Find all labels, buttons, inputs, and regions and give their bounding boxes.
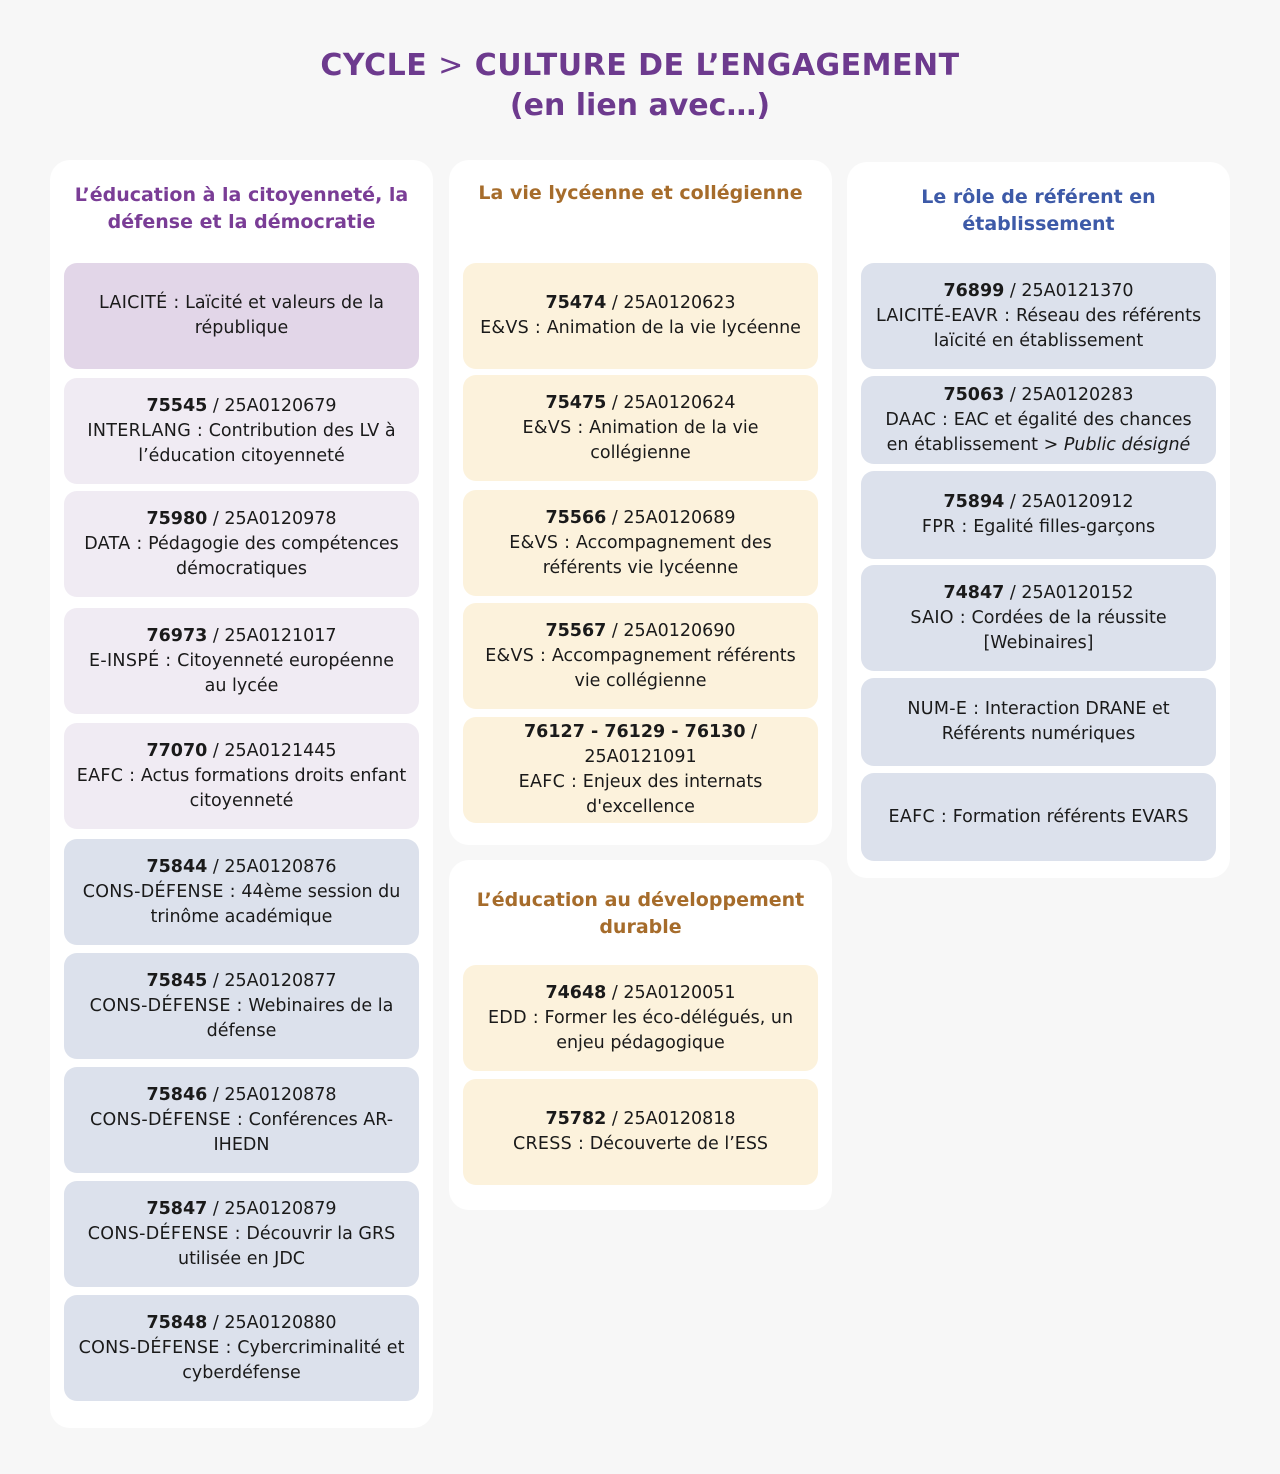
course-code: 75545 [146,395,208,416]
course-description [513,1132,768,1157]
code-separator: / [207,856,225,877]
course-card [861,263,1216,369]
course-reference: 25A0120152 [1021,582,1134,603]
panel-title: L’éducation à la citoyenneté, la défense et la démocratie [74,184,409,233]
course-title: Laïcité et valeurs de la république [185,293,385,338]
course-code: 75894 [943,492,1005,512]
course-title: Découverte de l’ESS [589,1134,769,1154]
course-codes [146,507,336,532]
title-separator: > [438,48,464,83]
course-card [64,378,419,484]
course-provider: E&VS : [485,645,547,666]
course-card [64,1181,419,1287]
code-separator: / [207,625,225,646]
course-reference: 25A0121370 [1021,280,1134,301]
course-description [76,764,407,814]
course-reference: 25A0120679 [224,395,337,416]
course-provider: CONS-DÉFENSE : [89,995,243,1016]
page-subtitle: (en lien avec…) [509,88,771,123]
course-description [76,1222,407,1272]
course-description [475,416,806,466]
course-card [463,490,818,596]
course-description [76,1336,407,1386]
course-card [861,471,1216,559]
course-description [475,531,806,581]
course-card [463,263,818,369]
code-separator: / [207,1312,225,1333]
course-reference: 25A0120818 [623,1109,736,1129]
course-provider: LAICITÉ : [98,293,180,313]
course-title: Formation référents EVARS [952,806,1189,827]
course-title: Interaction DRANE et Référents numériques [941,699,1170,744]
course-description [475,644,806,694]
course-reference: 25A0120624 [623,392,736,413]
course-codes [943,279,1133,304]
course-description [76,532,407,582]
course-code: 74648 [545,982,607,1003]
course-card [861,376,1216,464]
course-description [76,994,407,1044]
course-codes [146,969,336,994]
course-codes [146,855,336,880]
course-provider: LAICITÉ-EAVR : [875,305,1011,326]
course-code: 76127 - 76129 - 76130 [523,722,746,742]
course-provider: E-INSPÉ : [89,650,172,671]
course-provider: SAIO : [910,607,966,628]
course-description [922,515,1155,540]
course-title: Contribution des LV à l’éducation citoyenneté [138,420,396,466]
course-card [463,1079,818,1185]
code-separator: / [1004,280,1022,301]
code-separator: / [207,395,225,416]
course-provider: CONS-DÉFENSE : [78,1337,232,1358]
course-description [873,606,1204,656]
course-title: Actus formations droits enfant citoyenneté [140,765,407,811]
code-separator: / [606,392,624,413]
code-separator: / [606,982,624,1003]
course-card [463,603,818,709]
course-codes [545,1107,735,1132]
course-provider: FPR : [921,517,968,537]
course-code: 77070 [146,740,208,761]
course-description [873,408,1204,458]
code-separator: / [207,740,225,761]
course-title: Pédagogie des compétences démocratiques [148,533,399,579]
course-card [64,1067,419,1173]
course-title: Webinaires de la défense [206,995,394,1041]
code-separator: / [207,1198,225,1219]
course-codes [943,490,1133,515]
course-codes [146,739,336,764]
panel-title: La vie lycéenne et collégienne [478,182,803,204]
course-reference: 25A0120283 [1021,384,1134,405]
code-separator: / [745,722,757,742]
course-title: Conférences AR-IHEDN [213,1109,394,1155]
course-provider: CONS-DÉFENSE : [87,1223,241,1244]
course-code: 75845 [146,970,208,991]
course-code: 75846 [146,1084,208,1105]
course-description [76,291,407,341]
course-card [463,375,818,481]
course-reference: 25A0121445 [224,740,337,761]
code-separator: / [606,507,624,528]
course-description [76,419,407,469]
course-provider: EAFC : [888,806,948,827]
course-title: Enjeux des internats d'excellence [582,772,763,817]
course-reference: 25A0121017 [224,625,337,646]
page-title [0,46,1280,126]
course-code: 75063 [943,384,1005,405]
course-card [64,263,419,369]
course-code: 75566 [545,507,607,528]
course-code: 75980 [146,508,208,529]
code-separator: / [606,293,624,313]
course-provider: DATA : [84,533,143,554]
course-code: 76973 [146,625,208,646]
course-code: 75848 [146,1312,208,1333]
course-description [76,880,407,930]
course-reference: 25A0120051 [623,982,736,1003]
course-provider: CRESS : [512,1134,585,1154]
course-title: Animation de la vie collégienne [589,417,759,463]
course-codes [943,581,1133,606]
panel-developpement-durable [449,860,832,1210]
course-codes [545,506,735,531]
title-cycle: CYCLE [320,48,428,83]
course-description [480,316,801,341]
course-reference: 25A0120880 [224,1312,337,1333]
course-provider: E&VS : [509,532,571,553]
course-description [76,649,407,699]
course-title: Cordées de la réussite [Webinaires] [971,607,1167,653]
course-reference: 25A0120879 [224,1198,337,1219]
course-card [64,723,419,829]
course-title: Réseau des référents laïcité en établissement [933,305,1202,351]
course-title: Former les éco-délégués, un enjeu pédagogique [544,1007,794,1053]
course-description [873,697,1204,747]
course-description [76,1108,407,1158]
course-title: 44ème session du trinôme académique [150,881,401,927]
course-provider: E&VS : [480,318,542,338]
code-separator: / [207,970,225,991]
course-code: 75782 [545,1109,607,1129]
course-codes [545,619,735,644]
course-reference: 25A0120878 [224,1084,337,1105]
course-description [475,770,806,820]
course-reference: 25A0120623 [623,293,736,313]
course-card [861,565,1216,671]
course-card [463,965,818,1071]
course-provider: E&VS : [522,417,584,438]
course-card [64,608,419,714]
code-separator: / [207,1084,225,1105]
course-title: Accompagnement référents vie collégienne [551,645,796,691]
course-title: Egalité filles-garçons [973,517,1156,537]
course-provider: CONS-DÉFENSE : [82,881,236,902]
course-reference: 25A0120689 [623,507,736,528]
course-codes [545,291,735,316]
course-codes [475,720,806,770]
course-card [861,678,1216,766]
course-card [64,491,419,597]
panel-citoyennete [50,160,433,1428]
course-card [64,1295,419,1401]
course-code: 76899 [943,280,1005,301]
course-provider: EAFC : [76,765,136,786]
course-card [861,773,1216,861]
course-codes [146,624,336,649]
course-title: Cybercriminalité et cyberdéfense [182,1337,405,1383]
code-separator: / [1004,384,1022,405]
course-provider: EAFC : [518,772,578,792]
course-reference: 25A0120877 [224,970,337,991]
code-separator: / [1004,582,1022,603]
course-reference: 25A0120876 [224,856,337,877]
course-reference: 25A0120690 [623,620,736,641]
course-code: 75847 [146,1198,208,1219]
course-codes [545,391,735,416]
course-card [64,839,419,945]
course-title: Citoyenneté européenne au lycée [177,650,394,696]
panel-title: L’éducation au développement durable [476,889,805,938]
course-description [889,805,1189,830]
course-codes [146,394,336,419]
course-title: Animation de la vie lycéenne [546,318,801,338]
course-reference: 25A0120978 [224,508,337,529]
course-code: 75844 [146,856,208,877]
course-card [64,953,419,1059]
course-code: 74847 [943,582,1005,603]
course-description [873,304,1204,354]
code-separator: / [606,620,624,641]
course-codes [146,1197,336,1222]
title-culture: CULTURE DE L’ENGAGEMENT [474,48,960,83]
course-title: Découvrir la GRS utilisée en JDC [177,1223,396,1269]
course-code: 75474 [545,293,607,313]
code-separator: / [1004,492,1022,512]
code-separator: / [207,508,225,529]
code-separator: / [606,1109,624,1129]
course-provider: DAAC : [885,409,949,430]
course-title: EAC et égalité des chances en établissement [886,409,1192,455]
course-codes [545,981,735,1006]
page-title-line1 [0,46,1280,86]
course-reference: 25A0121091 [584,747,697,767]
course-provider: EDD : [487,1007,539,1028]
course-provider: NUM-E : [907,699,980,719]
panel-vie-lyceenne [449,160,832,845]
course-code: 75567 [545,620,607,641]
panel-referent [847,162,1230,878]
course-audience-note: > Public désigné [1043,434,1191,455]
course-codes [146,1311,336,1336]
course-codes [146,1083,336,1108]
course-code: 75475 [545,392,607,413]
course-card [463,717,818,823]
course-provider: CONS-DÉFENSE : [89,1109,244,1130]
course-reference: 25A0120912 [1021,492,1134,512]
course-description [475,1006,806,1056]
course-provider: INTERLANG : [87,420,204,441]
course-codes [943,383,1133,408]
panel-title: Le rôle de référent en établissement [921,186,1156,235]
course-title: Accompagnement des référents vie lycéenne [542,532,772,578]
